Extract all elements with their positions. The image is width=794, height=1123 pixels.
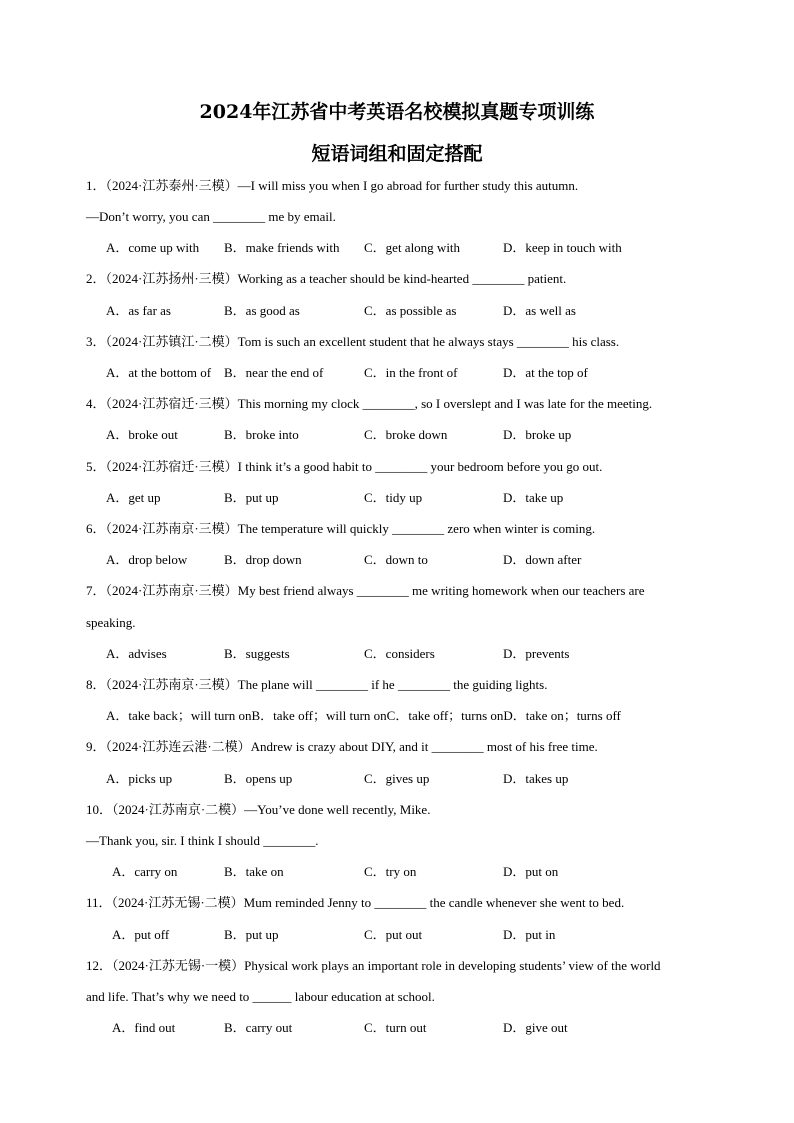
- option-d[interactable]: D．as well as: [503, 303, 576, 318]
- question-8-options[interactable]: A．take back；will turn onB．take off；will turn onC．take off；turns onD．take on；turns off: [106, 708, 621, 723]
- question-5-options: [106, 490, 776, 506]
- option-c[interactable]: C．try on: [364, 864, 417, 879]
- option-a[interactable]: A．at the bottom of: [106, 365, 212, 380]
- question-1-stem-cont: —Don’t worry, you can ________ me by email.: [86, 209, 336, 224]
- question-9-options: [106, 771, 776, 787]
- option-c[interactable]: C．turn out: [364, 1020, 427, 1035]
- question-12-stem: 12．（2024·江苏无锡·一模）Physical work plays an important role in developing students’ view of the world: [86, 958, 661, 973]
- option-d[interactable]: D．at the top of: [503, 365, 588, 380]
- option-a[interactable]: A．drop below: [106, 552, 188, 567]
- option-d[interactable]: D．down after: [503, 552, 582, 567]
- question-4-stem: 4．（2024·江苏宿迁·三模）This morning my clock ________, so I overslept and I was late for the meeting.: [86, 396, 653, 411]
- option-d[interactable]: D．keep in touch with: [503, 240, 622, 255]
- option-a[interactable]: A．come up with: [106, 240, 200, 255]
- option-c[interactable]: C．gives up: [364, 771, 430, 786]
- question-7-stem: 7．（2024·江苏南京·三模）My best friend always ________ me writing homework when our teachers are: [86, 583, 645, 598]
- option-c[interactable]: C．considers: [364, 646, 435, 661]
- question-2-options: [106, 303, 776, 319]
- option-c[interactable]: C．broke down: [364, 427, 448, 442]
- question-8-stem: 8．（2024·江苏南京·三模）The plane will ________ if he ________ the guiding lights.: [86, 677, 548, 692]
- option-b[interactable]: B．as good as: [224, 303, 300, 318]
- option-d[interactable]: D．takes up: [503, 771, 569, 786]
- option-d[interactable]: D．put in: [503, 927, 556, 942]
- option-c[interactable]: C．get along with: [364, 240, 461, 255]
- option-c[interactable]: C．down to: [364, 552, 428, 567]
- option-c[interactable]: C．put out: [364, 927, 423, 942]
- option-b[interactable]: B．drop down: [224, 552, 302, 567]
- page-subtitle: 短语词组和固定搭配: [311, 143, 483, 165]
- option-c[interactable]: C．in the front of: [364, 365, 458, 380]
- option-b[interactable]: B．broke into: [224, 427, 299, 442]
- option-b[interactable]: B．take on: [224, 864, 284, 879]
- question-3-stem: 3．（2024·江苏镇江·二模）Tom is such an excellent student that he always stays ________ his class.: [86, 334, 620, 349]
- question-1-stem: 1．（2024·江苏泰州·三模）—I will miss you when I go abroad for further study this autumn.: [86, 178, 579, 193]
- option-b[interactable]: B．put up: [224, 927, 279, 942]
- option-b[interactable]: B．make friends with: [224, 240, 340, 255]
- option-d[interactable]: D．broke up: [503, 427, 572, 442]
- option-c[interactable]: C．as possible as: [364, 303, 457, 318]
- question-7-stem-cont: speaking.: [86, 615, 136, 630]
- option-a[interactable]: A．find out: [112, 1020, 176, 1035]
- option-a[interactable]: A．carry on: [112, 864, 178, 879]
- question-6-options: [106, 552, 776, 568]
- option-a[interactable]: A．get up: [106, 490, 161, 505]
- question-3-options: [106, 365, 776, 381]
- option-b[interactable]: B．carry out: [224, 1020, 293, 1035]
- question-11-stem: 11．（2024·江苏无锡·二模）Mum reminded Jenny to ________ the candle whenever she went to bed.: [86, 895, 625, 910]
- question-12-options: [112, 1020, 782, 1036]
- option-b[interactable]: B．suggests: [224, 646, 290, 661]
- question-7-options: [106, 646, 776, 662]
- question-11-options: [112, 927, 782, 943]
- question-9-stem: 9．（2024·江苏连云港·二模）Andrew is crazy about DIY, and it ________ most of his free time.: [86, 739, 598, 754]
- page-title: 2024年江苏省中考英语名校模拟真题专项训练: [199, 101, 595, 123]
- option-b[interactable]: B．near the end of: [224, 365, 324, 380]
- option-d[interactable]: D．prevents: [503, 646, 570, 661]
- question-10-stem-cont: —Thank you, sir. I think I should ________.: [86, 833, 319, 848]
- question-12-stem-cont: and life. That’s why we need to ______ labour education at school.: [86, 989, 435, 1004]
- question-2-stem: 2．（2024·江苏扬州·三模）Working as a teacher should be kind-hearted ________ patient.: [86, 271, 567, 286]
- option-a[interactable]: A．put off: [112, 927, 170, 942]
- question-5-stem: 5．（2024·江苏宿迁·三模）I think it’s a good habit to ________ your bedroom before you go out.: [86, 459, 603, 474]
- option-a[interactable]: A．broke out: [106, 427, 178, 442]
- option-b[interactable]: B．put up: [224, 490, 279, 505]
- option-a[interactable]: A．as far as: [106, 303, 171, 318]
- option-b[interactable]: B．opens up: [224, 771, 293, 786]
- option-c[interactable]: C．tidy up: [364, 490, 423, 505]
- option-d[interactable]: D．take up: [503, 490, 564, 505]
- option-d[interactable]: D．put on: [503, 864, 559, 879]
- question-10-options: [112, 864, 782, 880]
- option-a[interactable]: A．picks up: [106, 771, 173, 786]
- question-1-options: [106, 240, 776, 256]
- option-a[interactable]: A．advises: [106, 646, 167, 661]
- question-10-stem: 10．（2024·江苏南京·二模）—You’ve done well recently, Mike.: [86, 802, 431, 817]
- option-d[interactable]: D．give out: [503, 1020, 568, 1035]
- question-4-options: [106, 427, 776, 443]
- question-6-stem: 6．（2024·江苏南京·三模）The temperature will quickly ________ zero when winter is coming.: [86, 521, 596, 536]
